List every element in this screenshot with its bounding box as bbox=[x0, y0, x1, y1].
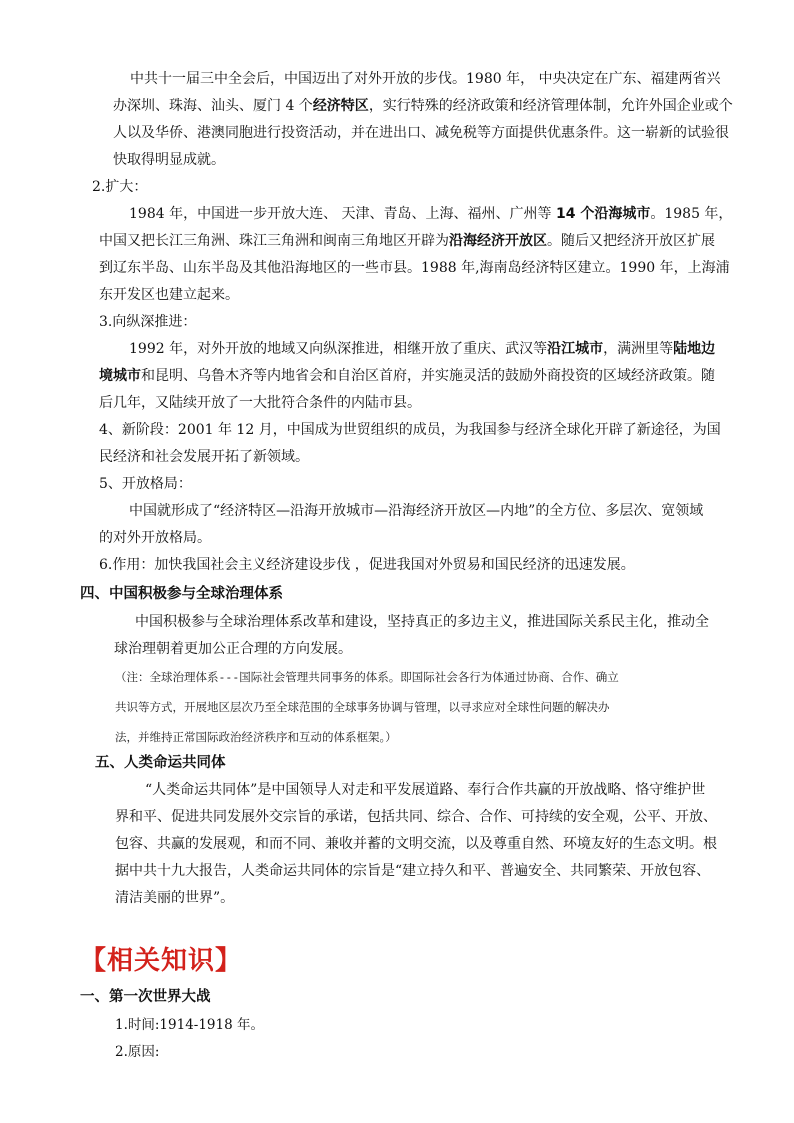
paragraph-line: 1984 年，中国进一步开放大连、 天津、青岛、上海、福州、广州等 14 个沿海城市。1985 年， bbox=[129, 206, 733, 222]
item-title: 3.向纵深推进： bbox=[99, 314, 197, 330]
paragraph-line: 境城市和昆明、乌鲁木齐等内地省会和自治区首府，并实施灵活的鼓励外商投资的区域经济政策。随 bbox=[99, 368, 715, 384]
paragraph-line: 快取得明显成就。 bbox=[113, 152, 225, 168]
paragraph-line: 界和平、促进共同发展外交宗旨的承诺，包括共同、综合、合作、可持续的安全观，公平、开放、 bbox=[115, 809, 717, 825]
list-item: 1.时间:1914-1918 年。 bbox=[115, 1017, 264, 1033]
note-line: 法，并维持正常国际政治经济秩序和互动的体系框架。） bbox=[115, 730, 397, 744]
bold-term: 陆地边 bbox=[673, 341, 716, 357]
bold-term: 境城市 bbox=[99, 368, 141, 384]
related-knowledge-banner: 【相关知识】 bbox=[80, 946, 243, 976]
note-line: （注：全球治理体系---国际社会管理共同事务的体系。即国际社会各行为体通过协商、合作、确立 bbox=[115, 670, 619, 684]
item-title: 2.扩大： bbox=[92, 179, 148, 195]
paragraph-line: 4、新阶段：2001 年 12 月，中国成为世贸组织的成员，为我国参与经济全球化开辟了新途径，为国 bbox=[99, 422, 721, 438]
paragraph-line: 到辽东半岛、山东半岛及其他沿海地区的一些市县。1988 年,海南岛经济特区建立。1990 年，上海浦 bbox=[99, 260, 730, 276]
section-heading: 五、人类命运共同体 bbox=[95, 755, 226, 771]
paragraph-line: 1992 年，对外开放的地域又向纵深推进，相继开放了重庆、武汉等沿江城市，满洲里等陆地边 bbox=[129, 341, 716, 357]
bold-term: 经济特区 bbox=[312, 98, 369, 114]
paragraph-line: 中国又把长江三角洲、珠江三角洲和闽南三角地区开辟为沿海经济开放区。随后又把经济开放区扩展 bbox=[99, 233, 715, 249]
paragraph-line: 包容、共赢的发展观，和而不同、兼收并蓄的文明交流，以及尊重自然、环境友好的生态文明。根 bbox=[115, 836, 717, 852]
paragraph-line: 的对外开放格局。 bbox=[99, 530, 211, 546]
paragraph-line: 民经济和社会发展开拓了新领域。 bbox=[99, 449, 309, 465]
section-heading: 一、第一次世界大战 bbox=[80, 989, 211, 1005]
item-title: 5、开放格局： bbox=[99, 476, 192, 492]
paragraph-line: 办深圳、珠海、汕头、厦门 4 个经济特区，实行特殊的经济政策和经济管理体制，允许外国企业或个 bbox=[113, 98, 733, 114]
paragraph-line: 后几年，又陆续开放了一大批符合条件的内陆市县。 bbox=[99, 395, 421, 411]
bold-term: 沿海经济开放区 bbox=[449, 233, 547, 249]
note-line: 共识等方式，开展地区层次乃至全球范围的全球事务协调与管理，以寻求应对全球性问题的解决办 bbox=[115, 700, 610, 714]
paragraph-line: 中共十一届三中全会后，中国迈出了对外开放的步伐。1980 年， 中央决定在广东、福建两省兴 bbox=[130, 71, 721, 87]
paragraph-line: 清洁美丽的世界”。 bbox=[115, 890, 235, 906]
list-item: 2.原因: bbox=[115, 1044, 160, 1060]
paragraph-line: 东开发区也建立起来。 bbox=[99, 287, 239, 303]
paragraph-line: 6.作用：加快我国社会主义经济建设步伐 ，促进我国对外贸易和国民经济的迅速发展。 bbox=[99, 557, 635, 573]
paragraph-line: 据中共十九大报告，人类命运共同体的宗旨是“建立持久和平、普遍安全、共同繁荣、开放包容、 bbox=[115, 863, 711, 879]
paragraph-line: “人类命运共同体”是中国领导人对走和平发展道路、奉行合作共赢的开放战略、恪守维护世 bbox=[145, 782, 706, 798]
paragraph-line: 中国积极参与全球治理体系改革和建设，坚持真正的多边主义，推进国际关系民主化，推动全 bbox=[135, 614, 709, 630]
paragraph-line: 中国就形成了“经济特区—沿海开放城市—沿海经济开放区—内地”的全方位、多层次、宽领域 bbox=[129, 503, 704, 519]
bold-term: 14 个沿海城市 bbox=[555, 206, 651, 222]
paragraph-line: 球治理朝着更加公正合理的方向发展。 bbox=[114, 641, 352, 657]
section-heading: 四、中国积极参与全球治理体系 bbox=[80, 586, 283, 602]
paragraph-line: 人以及华侨、港澳同胞进行投资活动，并在进出口、减免税等方面提供优惠条件。这一崭新的试验很 bbox=[113, 125, 729, 141]
bold-term: 沿江城市 bbox=[547, 341, 604, 357]
